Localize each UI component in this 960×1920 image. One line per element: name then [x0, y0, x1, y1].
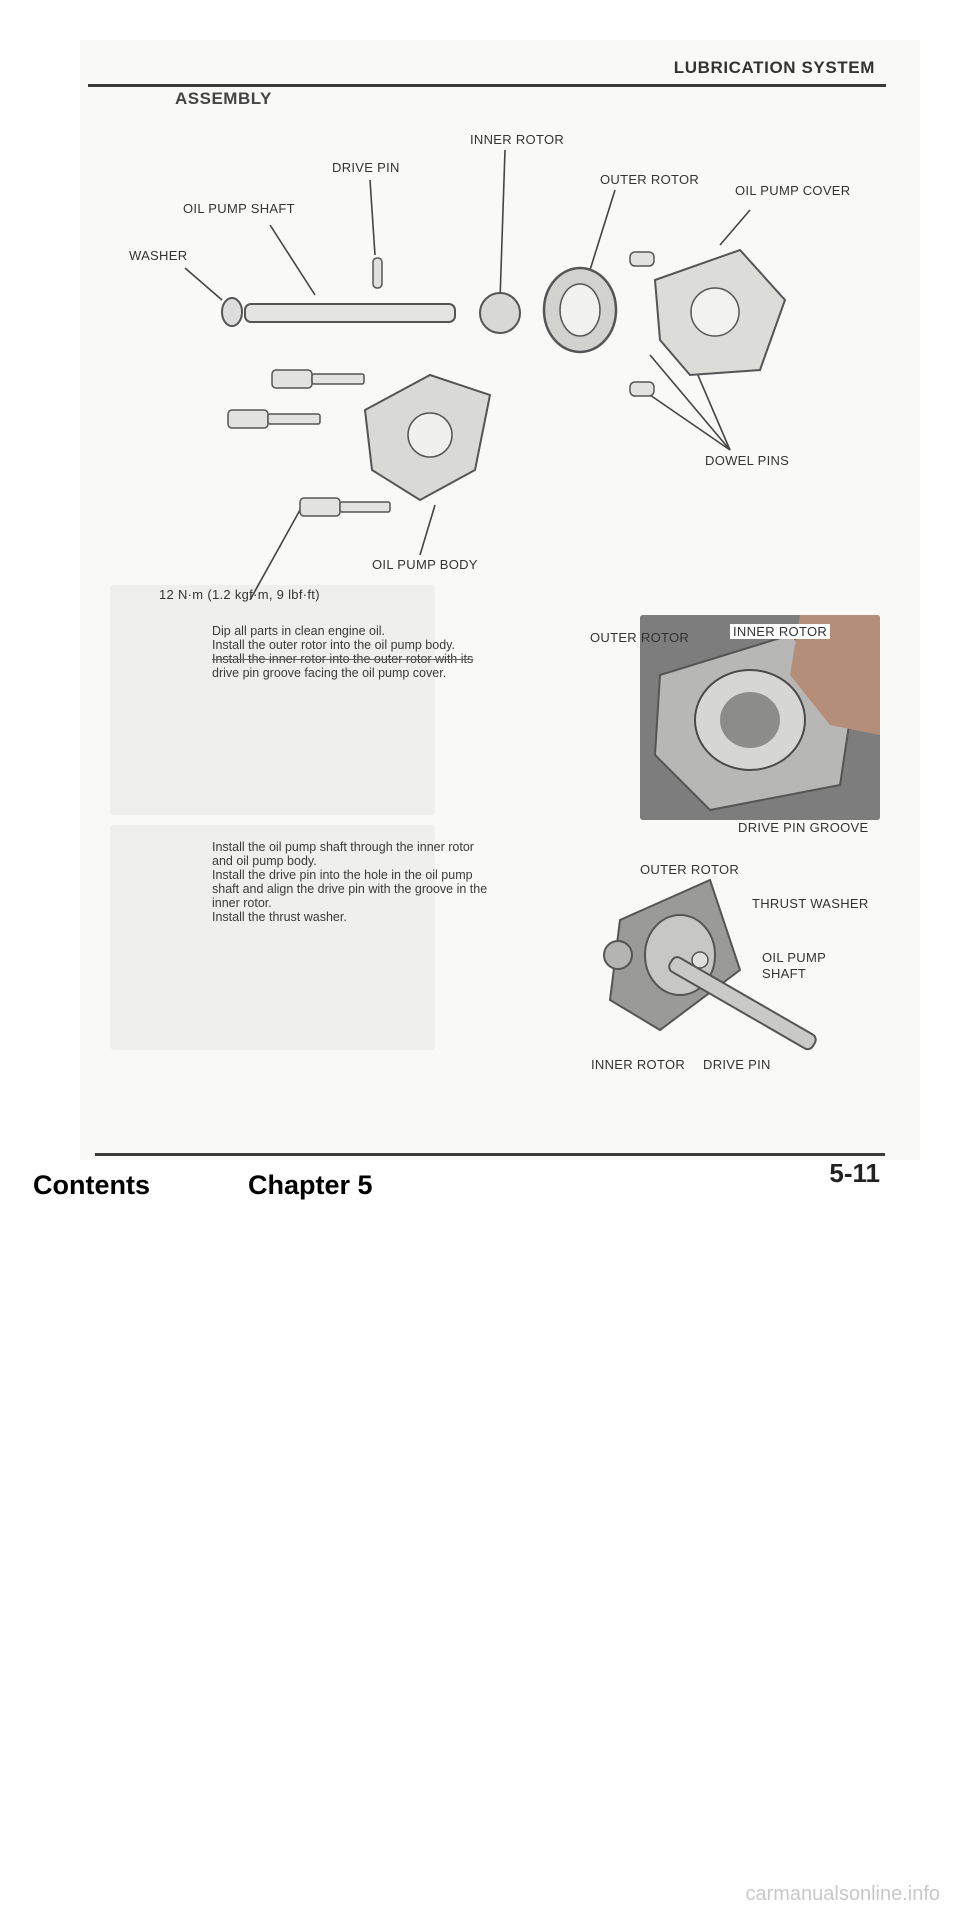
step1-line: drive pin groove facing the oil pump cover. [212, 666, 447, 680]
dowel-pin-part [630, 252, 654, 266]
drive-pin-part [373, 258, 382, 288]
leader-oil-pump-shaft [270, 225, 315, 295]
label-oil-pump-shaft: OIL PUMP SHAFT [183, 201, 295, 216]
label-photo1-outer-rotor: OUTER ROTOR [590, 630, 690, 645]
step2-line: inner rotor. [212, 896, 272, 910]
label-photo2-inner-rotor: INNER ROTOR [591, 1057, 686, 1072]
label-washer: WASHER [129, 248, 188, 263]
washer-part [222, 298, 242, 326]
step2-line: Install the drive pin into the hole in the oil pump [212, 868, 473, 882]
oil-pump-shaft-part [245, 304, 455, 322]
chapter-link[interactable]: Chapter 5 [248, 1170, 373, 1200]
exploded-diagram [0, 0, 960, 600]
step1-line: Install the inner rotor into the outer rotor with its [212, 652, 474, 666]
step1-line: Dip all parts in clean engine oil. [212, 624, 386, 638]
label-dowel-pins: DOWEL PINS [705, 453, 790, 468]
dowel-pin-part [630, 382, 654, 396]
label-drive-pin-groove: DRIVE PIN GROOVE [738, 820, 869, 835]
label-photo2-outer-rotor: OUTER ROTOR [640, 862, 740, 877]
label-drive-pin: DRIVE PIN [332, 160, 400, 175]
label-photo2-oil-pump-shaft-line1: OIL PUMP [762, 950, 827, 965]
watermark: carmanualsonline.info [745, 1883, 940, 1905]
label-oil-pump-body: OIL PUMP BODY [372, 557, 478, 572]
chapter-header-title: LUBRICATION SYSTEM [673, 58, 875, 77]
flange-bolt-part [272, 370, 312, 388]
footer-rule [95, 1153, 885, 1156]
label-photo1-inner-rotor: INNER ROTOR [730, 624, 830, 639]
step1-instructions [212, 624, 552, 680]
step2-line: and oil pump body. [212, 854, 317, 868]
leader-drive-pin [370, 180, 375, 255]
flange-bolt-part [300, 498, 340, 516]
photo-rotor-install [640, 615, 880, 820]
label-oil-pump-cover: OIL PUMP COVER [735, 183, 851, 198]
contents-link[interactable]: Contents [33, 1170, 150, 1200]
label-torque-spec: 12 N·m (1.2 kgf·m, 9 lbf·ft) [159, 587, 320, 602]
label-inner-rotor: INNER ROTOR [470, 132, 565, 147]
step2-line: Install the oil pump shaft through the inner rotor [212, 840, 474, 854]
leader-outer-rotor [590, 190, 615, 270]
step2-instructions [212, 840, 582, 924]
label-photo2-oil-pump-shaft-line2: SHAFT [762, 966, 807, 981]
label-outer-rotor: OUTER ROTOR [600, 172, 700, 187]
leader-washer [185, 268, 222, 300]
leader-oil-pump-cover [720, 210, 750, 245]
section-title: ASSEMBLY [175, 89, 272, 108]
step2-line: Install the thrust washer. [212, 910, 347, 924]
step1-line: Install the outer rotor into the oil pump body. [212, 638, 455, 652]
leader-inner-rotor [500, 150, 505, 300]
inner-rotor-part [480, 293, 520, 333]
leader-oil-pump-body [420, 505, 435, 555]
faded-background-box [110, 585, 435, 815]
flange-bolt-part [228, 410, 268, 428]
label-thrust-washer: THRUST WASHER [752, 896, 869, 911]
step2-line: shaft and align the drive pin with the groove in the [212, 882, 488, 896]
label-photo2-drive-pin: DRIVE PIN [703, 1057, 771, 1072]
page-number: 5-11 [829, 1158, 880, 1188]
